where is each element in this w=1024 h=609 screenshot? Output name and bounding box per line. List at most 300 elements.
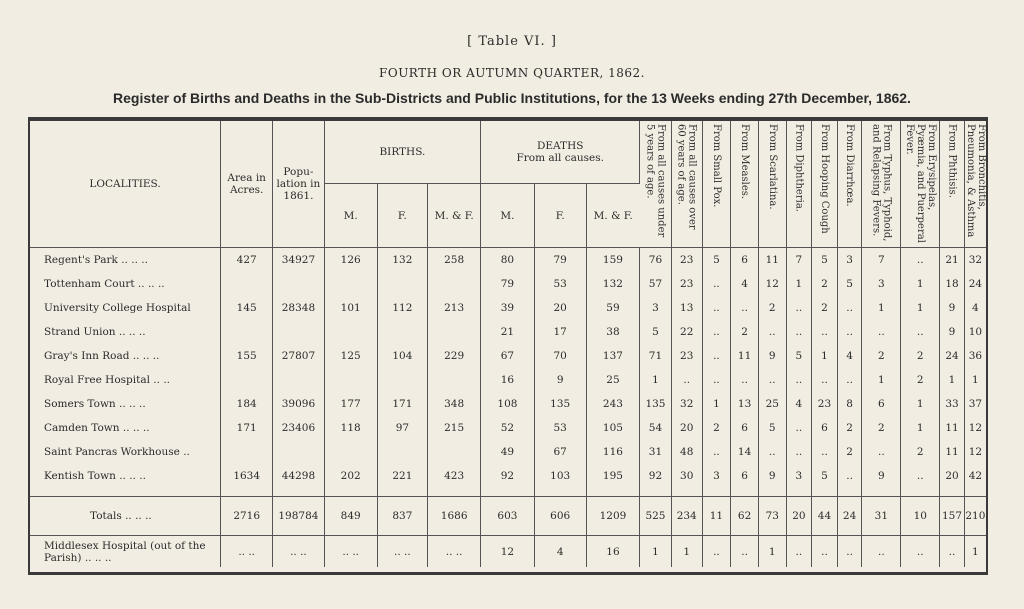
table-row bbox=[30, 440, 986, 464]
value-cell: .. bbox=[786, 440, 812, 464]
value-cell: 2 bbox=[702, 416, 731, 440]
value-cell: .. bbox=[901, 320, 940, 344]
value-cell: .. bbox=[940, 536, 965, 568]
value-cell: .. bbox=[812, 440, 838, 464]
value-cell: 202 bbox=[324, 464, 377, 488]
value-cell bbox=[273, 368, 324, 392]
value-cell: 1686 bbox=[428, 497, 481, 536]
value-cell: 38 bbox=[586, 320, 639, 344]
value-cell: 6 bbox=[731, 464, 759, 488]
locality-cell: Royal Free Hospital .. .. bbox=[30, 368, 221, 392]
value-cell: 1 bbox=[972, 545, 979, 558]
diarrhoea-header: From Diarrhœa. bbox=[837, 121, 862, 248]
value-cell: 210 bbox=[964, 497, 986, 536]
value-cell bbox=[377, 320, 427, 344]
value-cell: .. bbox=[901, 536, 940, 568]
value-cell: 59 bbox=[586, 296, 639, 320]
value-cell: 9 bbox=[862, 464, 901, 488]
value-cell bbox=[273, 320, 324, 344]
value-cell: 39096 bbox=[273, 392, 324, 416]
value-cell: .. bbox=[702, 296, 731, 320]
value-cell: 36 bbox=[968, 350, 983, 362]
value-cell: .. bbox=[901, 464, 940, 488]
value-cell: 42 bbox=[968, 470, 983, 482]
value-cell: 9 bbox=[534, 368, 586, 392]
births-mf-header: M. & F. bbox=[428, 184, 481, 248]
value-cell: 44 bbox=[812, 497, 838, 536]
value-cell: 32 bbox=[671, 392, 702, 416]
under5-header: From all causes under 5 years of age. bbox=[640, 121, 672, 248]
value-cell: 57 bbox=[640, 272, 672, 296]
value-cell: 348 bbox=[428, 392, 481, 416]
locality-cell: Tottenham Court .. .. .. bbox=[30, 272, 221, 296]
spacer-cell bbox=[862, 488, 901, 497]
value-cell: .. bbox=[702, 272, 731, 296]
value-cell: 221 bbox=[377, 464, 427, 488]
value-cell: 11 bbox=[940, 440, 965, 464]
table-row bbox=[30, 392, 986, 416]
value-cell: 1 bbox=[901, 416, 940, 440]
value-cell: 32 bbox=[968, 254, 983, 266]
value-cell: 18 bbox=[940, 272, 965, 296]
table-row bbox=[30, 296, 986, 320]
value-cell: 234 bbox=[671, 497, 702, 536]
spacer-row bbox=[30, 488, 986, 497]
value-cell: 1 bbox=[862, 368, 901, 392]
locality-cell: Saint Pancras Workhouse .. bbox=[30, 440, 221, 464]
value-cell: 28348 bbox=[273, 296, 324, 320]
value-cell: .. .. bbox=[273, 536, 324, 568]
value-cell: 31 bbox=[640, 440, 672, 464]
value-cell: 427 bbox=[221, 248, 273, 273]
value-cell bbox=[221, 320, 273, 344]
table-row bbox=[30, 320, 986, 344]
value-cell: 171 bbox=[377, 392, 427, 416]
value-cell: 3 bbox=[837, 248, 862, 273]
spacer-cell bbox=[758, 488, 786, 497]
value-cell: .. bbox=[837, 368, 862, 392]
value-cell: 1 bbox=[671, 536, 702, 568]
value-cell: 2 bbox=[837, 440, 862, 464]
value-cell: .. bbox=[702, 344, 731, 368]
value-cell: .. bbox=[671, 368, 702, 392]
value-cell: 243 bbox=[586, 392, 639, 416]
value-cell: 606 bbox=[534, 497, 586, 536]
value-cell: 44298 bbox=[273, 464, 324, 488]
value-cell: 159 bbox=[586, 248, 639, 273]
table-row bbox=[30, 416, 986, 440]
table-row bbox=[30, 368, 986, 392]
value-cell: 21 bbox=[481, 320, 534, 344]
middlesex-row bbox=[30, 536, 986, 568]
value-cell: 2 bbox=[837, 416, 862, 440]
spacer-cell bbox=[377, 488, 427, 497]
value-cell: 525 bbox=[640, 497, 672, 536]
value-cell bbox=[428, 368, 481, 392]
value-cell: 135 bbox=[640, 392, 672, 416]
value-cell: 12 bbox=[968, 422, 983, 434]
spacer-cell bbox=[640, 488, 672, 497]
spacer-cell bbox=[586, 488, 639, 497]
value-cell: 23 bbox=[671, 248, 702, 273]
value-cell: 97 bbox=[377, 416, 427, 440]
value-cell: 3 bbox=[640, 296, 672, 320]
value-cell bbox=[324, 320, 377, 344]
value-cell: 2 bbox=[812, 296, 838, 320]
value-cell: 7 bbox=[862, 248, 901, 273]
value-cell: .. bbox=[758, 440, 786, 464]
value-cell: 3 bbox=[786, 464, 812, 488]
spacer-cell bbox=[481, 488, 534, 497]
value-cell: 2 bbox=[812, 272, 838, 296]
value-cell: 4 bbox=[837, 344, 862, 368]
table-body bbox=[30, 248, 986, 568]
value-cell: 22 bbox=[671, 320, 702, 344]
value-cell: 1 bbox=[786, 272, 812, 296]
value-cell: 603 bbox=[481, 497, 534, 536]
value-cell: 145 bbox=[221, 296, 273, 320]
table-label: [ Table VI. ] bbox=[467, 34, 557, 49]
value-cell: 20 bbox=[534, 296, 586, 320]
value-cell: 92 bbox=[640, 464, 672, 488]
value-cell bbox=[428, 272, 481, 296]
value-cell: 23 bbox=[671, 344, 702, 368]
value-cell: .. bbox=[901, 248, 940, 273]
value-cell: 423 bbox=[428, 464, 481, 488]
value-cell: 3 bbox=[702, 464, 731, 488]
value-cell: 67 bbox=[534, 440, 586, 464]
value-cell: 3 bbox=[862, 272, 901, 296]
value-cell: 4 bbox=[534, 536, 586, 568]
over60-header: From all causes over 60 years of age. bbox=[671, 121, 702, 248]
value-cell: 157 bbox=[940, 497, 965, 536]
value-cell bbox=[324, 272, 377, 296]
locality-cell: Strand Union .. .. .. bbox=[30, 320, 221, 344]
value-cell bbox=[324, 440, 377, 464]
value-cell: 11 bbox=[731, 344, 759, 368]
value-cell: .. bbox=[702, 320, 731, 344]
value-cell: 16 bbox=[481, 368, 534, 392]
value-cell: 9 bbox=[940, 320, 965, 344]
localities-header: LOCALITIES. bbox=[30, 121, 221, 248]
value-cell: .. .. bbox=[324, 536, 377, 568]
value-cell: 1 bbox=[640, 536, 672, 568]
value-cell: 23 bbox=[671, 272, 702, 296]
typhus-header: From Typhus, Typhoid, and Relapsing Fevers. bbox=[862, 121, 901, 248]
value-cell: 70 bbox=[534, 344, 586, 368]
value-cell: .. bbox=[731, 368, 759, 392]
value-cell: 14 bbox=[731, 440, 759, 464]
spacer-cell bbox=[273, 488, 324, 497]
value-cell: 24 bbox=[837, 497, 862, 536]
value-cell: 12 bbox=[481, 536, 534, 568]
value-cell: 20 bbox=[671, 416, 702, 440]
spacer-cell bbox=[324, 488, 377, 497]
value-cell: 1 bbox=[862, 296, 901, 320]
locality-cell: Gray's Inn Road .. .. .. bbox=[30, 344, 221, 368]
value-cell: 73 bbox=[758, 497, 786, 536]
deaths-f-header: F. bbox=[534, 184, 586, 248]
births-header: BIRTHS. bbox=[324, 121, 481, 184]
value-cell: 1 bbox=[940, 368, 965, 392]
value-cell: 92 bbox=[481, 464, 534, 488]
value-cell: 11 bbox=[702, 497, 731, 536]
value-cell: 11 bbox=[758, 248, 786, 273]
value-cell: .. bbox=[862, 536, 901, 568]
value-cell: .. bbox=[702, 440, 731, 464]
value-cell: 258 bbox=[428, 248, 481, 273]
value-cell: 1 bbox=[812, 344, 838, 368]
bronchitis-header: From Bronchitis, Pneumonia, & Asthma bbox=[964, 121, 986, 248]
value-cell: 62 bbox=[731, 497, 759, 536]
value-cell: 25 bbox=[586, 368, 639, 392]
value-cell: 30 bbox=[671, 464, 702, 488]
spacer-cell bbox=[221, 488, 273, 497]
value-cell: 1 bbox=[901, 296, 940, 320]
value-cell: .. bbox=[812, 320, 838, 344]
spacer-cell bbox=[837, 488, 862, 497]
population-header: Popu- lation in 1861. bbox=[273, 121, 324, 248]
value-cell: 1 bbox=[758, 536, 786, 568]
value-cell: 24 bbox=[940, 344, 965, 368]
value-cell: 112 bbox=[377, 296, 427, 320]
value-cell: 4 bbox=[972, 302, 979, 314]
value-cell: 5 bbox=[786, 344, 812, 368]
value-cell: 6 bbox=[731, 416, 759, 440]
value-cell: 1634 bbox=[221, 464, 273, 488]
value-cell: 9 bbox=[758, 464, 786, 488]
spacer-cell bbox=[671, 488, 702, 497]
locality-cell: Middlesex Hospital (out of the Parish) .. .. .. bbox=[30, 536, 221, 568]
value-cell: 12 bbox=[968, 446, 983, 458]
table-row bbox=[30, 248, 986, 273]
value-cell: 23 bbox=[812, 392, 838, 416]
locality-cell: Camden Town .. .. .. bbox=[30, 416, 221, 440]
value-cell: 52 bbox=[481, 416, 534, 440]
value-cell: 23406 bbox=[273, 416, 324, 440]
quarter-title: FOURTH OR AUTUMN QUARTER, 1862. bbox=[379, 66, 645, 80]
table-row bbox=[30, 344, 986, 368]
value-cell: 16 bbox=[586, 536, 639, 568]
smallpox-header: From Small Pox. bbox=[702, 121, 731, 248]
value-cell: 80 bbox=[481, 248, 534, 273]
value-cell: 2 bbox=[901, 368, 940, 392]
value-cell: 4 bbox=[786, 392, 812, 416]
value-cell: .. bbox=[702, 536, 731, 568]
spacer-cell bbox=[428, 488, 481, 497]
value-cell: 4 bbox=[731, 272, 759, 296]
register-table bbox=[28, 117, 988, 575]
value-cell: 5 bbox=[812, 248, 838, 273]
value-cell: 9 bbox=[758, 344, 786, 368]
value-cell: 53 bbox=[534, 272, 586, 296]
deaths-m-header: M. bbox=[481, 184, 534, 248]
value-cell: 2 bbox=[758, 296, 786, 320]
value-cell: .. bbox=[731, 536, 759, 568]
value-cell: 5 bbox=[702, 248, 731, 273]
diphtheria-header: From Diphtheria. bbox=[786, 121, 812, 248]
value-cell: .. bbox=[786, 320, 812, 344]
value-cell: .. bbox=[837, 296, 862, 320]
value-cell: 1 bbox=[640, 368, 672, 392]
value-cell: 2 bbox=[901, 440, 940, 464]
value-cell: 9 bbox=[940, 296, 965, 320]
locality-cell: Kentish Town .. .. .. bbox=[30, 464, 221, 488]
value-cell: 79 bbox=[534, 248, 586, 273]
value-cell: 135 bbox=[534, 392, 586, 416]
value-cell: .. bbox=[786, 536, 812, 568]
births-f-header: F. bbox=[377, 184, 427, 248]
value-cell bbox=[273, 440, 324, 464]
value-cell: 1 bbox=[901, 272, 940, 296]
value-cell: 132 bbox=[586, 272, 639, 296]
value-cell: 11 bbox=[940, 416, 965, 440]
value-cell: .. bbox=[862, 440, 901, 464]
value-cell: 79 bbox=[481, 272, 534, 296]
value-cell bbox=[377, 440, 427, 464]
value-cell: 198784 bbox=[273, 497, 324, 536]
value-cell: 5 bbox=[758, 416, 786, 440]
value-cell: 171 bbox=[221, 416, 273, 440]
locality-cell: Somers Town .. .. .. bbox=[30, 392, 221, 416]
measles-header: From Measles. bbox=[731, 121, 759, 248]
value-cell: 13 bbox=[671, 296, 702, 320]
value-cell bbox=[324, 368, 377, 392]
value-cell: .. bbox=[812, 536, 838, 568]
value-cell: 25 bbox=[758, 392, 786, 416]
value-cell: .. .. bbox=[377, 536, 427, 568]
spacer-cell bbox=[940, 488, 965, 497]
hooping-cough-header: From Hooping Cough bbox=[812, 121, 838, 248]
value-cell bbox=[377, 272, 427, 296]
value-cell: 6 bbox=[862, 392, 901, 416]
value-cell: .. bbox=[758, 320, 786, 344]
value-cell bbox=[428, 320, 481, 344]
value-cell: 20 bbox=[786, 497, 812, 536]
value-cell: 48 bbox=[671, 440, 702, 464]
value-cell bbox=[377, 368, 427, 392]
table-row bbox=[30, 272, 986, 296]
value-cell: 21 bbox=[940, 248, 965, 273]
spacer-cell bbox=[901, 488, 940, 497]
erysipelas-header: From Erysipelas, Pyæmia, and Puerperal Fever. bbox=[901, 121, 940, 248]
spacer-cell bbox=[786, 488, 812, 497]
value-cell: 10 bbox=[968, 326, 983, 338]
value-cell: 101 bbox=[324, 296, 377, 320]
value-cell: 215 bbox=[428, 416, 481, 440]
value-cell: .. .. bbox=[221, 536, 273, 568]
value-cell: 2 bbox=[731, 320, 759, 344]
value-cell: .. bbox=[786, 368, 812, 392]
value-cell: 1209 bbox=[586, 497, 639, 536]
value-cell: 53 bbox=[534, 416, 586, 440]
spacer-cell bbox=[30, 488, 221, 497]
value-cell: 184 bbox=[221, 392, 273, 416]
value-cell: 137 bbox=[586, 344, 639, 368]
value-cell: 195 bbox=[586, 464, 639, 488]
value-cell: .. bbox=[731, 296, 759, 320]
spacer-cell bbox=[964, 488, 986, 497]
area-header: Area in Acres. bbox=[221, 121, 273, 248]
value-cell bbox=[221, 272, 273, 296]
value-cell bbox=[273, 272, 324, 296]
value-cell bbox=[428, 440, 481, 464]
value-cell: 213 bbox=[428, 296, 481, 320]
value-cell: 229 bbox=[428, 344, 481, 368]
scarlatina-header: From Scarlatina. bbox=[758, 121, 786, 248]
value-cell: .. bbox=[837, 536, 862, 568]
value-cell: 24 bbox=[968, 278, 983, 290]
value-cell: .. bbox=[758, 368, 786, 392]
value-cell: 49 bbox=[481, 440, 534, 464]
value-cell bbox=[221, 368, 273, 392]
deaths-mf-header: M. & F. bbox=[586, 184, 639, 248]
value-cell: 2 bbox=[901, 344, 940, 368]
value-cell: 7 bbox=[786, 248, 812, 273]
spacer-cell bbox=[812, 488, 838, 497]
value-cell: 17 bbox=[534, 320, 586, 344]
births-m-header: M. bbox=[324, 184, 377, 248]
value-cell: 132 bbox=[377, 248, 427, 273]
value-cell: 116 bbox=[586, 440, 639, 464]
value-cell: .. bbox=[862, 320, 901, 344]
spacer-cell bbox=[702, 488, 731, 497]
value-cell: 5 bbox=[640, 320, 672, 344]
value-cell: 1 bbox=[702, 392, 731, 416]
value-cell: 13 bbox=[731, 392, 759, 416]
value-cell: 837 bbox=[377, 497, 427, 536]
totals-row bbox=[30, 497, 986, 536]
locality-cell: Totals .. .. .. bbox=[30, 497, 221, 536]
value-cell: 1 bbox=[972, 374, 979, 386]
value-cell: 34927 bbox=[273, 248, 324, 273]
register-subtitle: Register of Births and Deaths in the Sub-Districts and Public Institutions, for the 13 Weeks ending 27th December, 1862. bbox=[113, 90, 911, 106]
value-cell: 20 bbox=[940, 464, 965, 488]
value-cell: 849 bbox=[324, 497, 377, 536]
value-cell: 2716 bbox=[221, 497, 273, 536]
value-cell: .. .. bbox=[428, 536, 481, 568]
table-row bbox=[30, 464, 986, 488]
value-cell: 76 bbox=[640, 248, 672, 273]
value-cell: 5 bbox=[812, 464, 838, 488]
value-cell: .. bbox=[702, 368, 731, 392]
value-cell: 1 bbox=[901, 392, 940, 416]
value-cell: 5 bbox=[837, 272, 862, 296]
value-cell: .. bbox=[786, 416, 812, 440]
value-cell: 155 bbox=[221, 344, 273, 368]
value-cell: 12 bbox=[758, 272, 786, 296]
value-cell: 8 bbox=[837, 392, 862, 416]
value-cell: 54 bbox=[640, 416, 672, 440]
value-cell: 118 bbox=[324, 416, 377, 440]
value-cell: 104 bbox=[377, 344, 427, 368]
locality-cell: University College Hospital bbox=[30, 296, 221, 320]
phthisis-header: From Phthisis. bbox=[940, 121, 965, 248]
value-cell: 27807 bbox=[273, 344, 324, 368]
value-cell: 126 bbox=[324, 248, 377, 273]
value-cell bbox=[221, 440, 273, 464]
value-cell: .. bbox=[837, 464, 862, 488]
spacer-cell bbox=[731, 488, 759, 497]
value-cell: 2 bbox=[862, 416, 901, 440]
value-cell: .. bbox=[837, 320, 862, 344]
value-cell: 39 bbox=[481, 296, 534, 320]
value-cell: 6 bbox=[731, 248, 759, 273]
value-cell: 37 bbox=[968, 398, 983, 410]
value-cell: 2 bbox=[862, 344, 901, 368]
value-cell: 177 bbox=[324, 392, 377, 416]
value-cell: 10 bbox=[901, 497, 940, 536]
